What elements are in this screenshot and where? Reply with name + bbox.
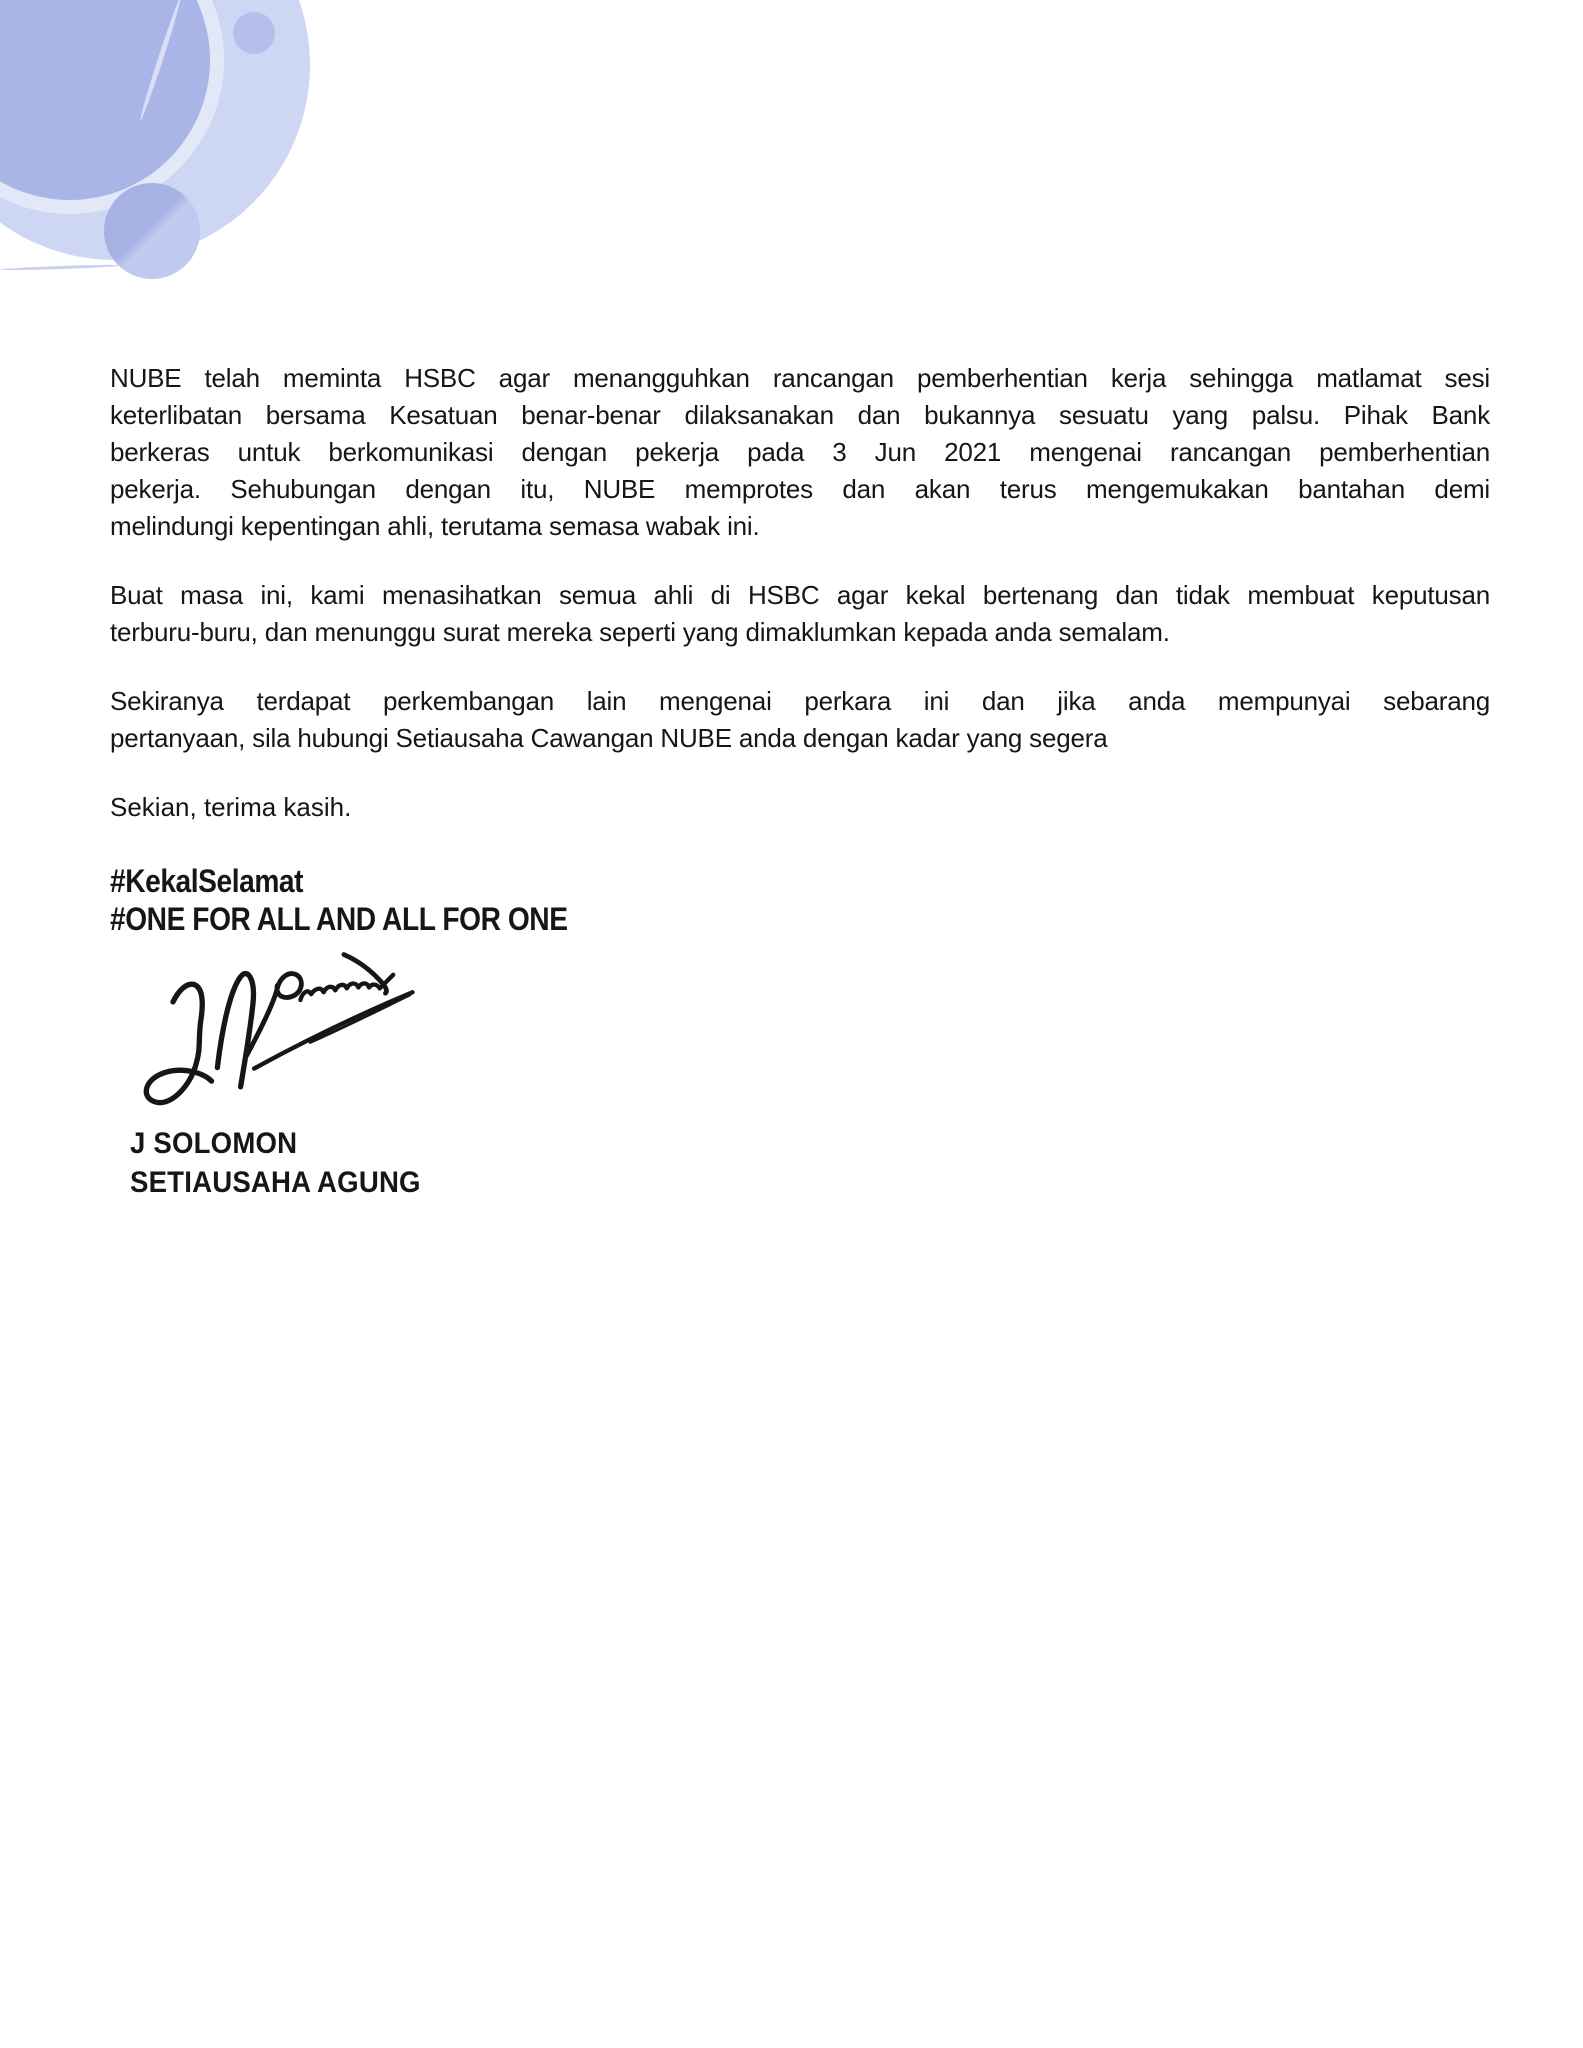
watercolor-blob-decoration: [0, 0, 340, 300]
signature-image: [130, 942, 440, 1112]
paragraph-line: pertanyaan, sila hubungi Setiausaha Cawangan NUBE anda dengan kadar yang segera: [110, 723, 1108, 753]
paragraph: [110, 360, 1490, 545]
signature-block: [130, 942, 1490, 1112]
signoff-block: [130, 1124, 1490, 1202]
hashtag-block: [110, 862, 1490, 938]
blob-main-circle: [0, 0, 210, 200]
paragraph-line: NUBE telah meminta HSBC agar menangguhkan rancangan pemberhentian kerja sehingga matlamat sesi: [110, 363, 1490, 393]
letter-body: [110, 360, 1490, 1202]
blob-small-top-circle: [233, 12, 275, 54]
paragraph-line: terburu-buru, dan menunggu surat mereka seperti yang dimaklumkan kepada anda semalam.: [110, 617, 1170, 647]
paragraph-line: melindungi kepentingan ahli, terutama semasa wabak ini.: [110, 511, 760, 541]
signatory-title: SETIAUSAHA AGUNG: [130, 1166, 421, 1199]
blob-brush-hairline: [0, 264, 122, 271]
signatory-name: J SOLOMON: [130, 1127, 298, 1160]
paragraph-line: Sekiranya terdapat perkembangan lain mengenai perkara ini dan jika anda mempunyai sebarang: [110, 686, 1490, 716]
blob-bottom-circle: [104, 183, 200, 279]
paragraph: [110, 577, 1490, 651]
hashtag-kekal-selamat: #KekalSelamat: [110, 863, 304, 899]
closing-line: Sekian, terima kasih.: [110, 792, 352, 822]
paragraph: [110, 683, 1490, 757]
hashtag-one-for-all: #ONE FOR ALL AND ALL FOR ONE: [110, 901, 568, 937]
paragraph-line: Buat masa ini, kami menasihatkan semua ahli di HSBC agar kekal bertenang dan tidak membuat keputusan: [110, 580, 1490, 610]
paragraph-line: berkeras untuk berkomunikasi dengan pekerja pada 3 Jun 2021 mengenai rancangan pemberhentian: [110, 437, 1490, 467]
letter-paragraphs: [110, 360, 1490, 757]
paragraph-line: pekerja. Sehubungan dengan itu, NUBE memprotes dan akan terus mengemukakan bantahan demi: [110, 474, 1490, 504]
paragraph-line: keterlibatan bersama Kesatuan benar-benar dilaksanakan dan bukannya sesuatu yang palsu. Pihak Bank: [110, 400, 1490, 430]
blob-wash-circle: [0, 0, 310, 260]
blob-brush-streak: [138, 0, 183, 122]
